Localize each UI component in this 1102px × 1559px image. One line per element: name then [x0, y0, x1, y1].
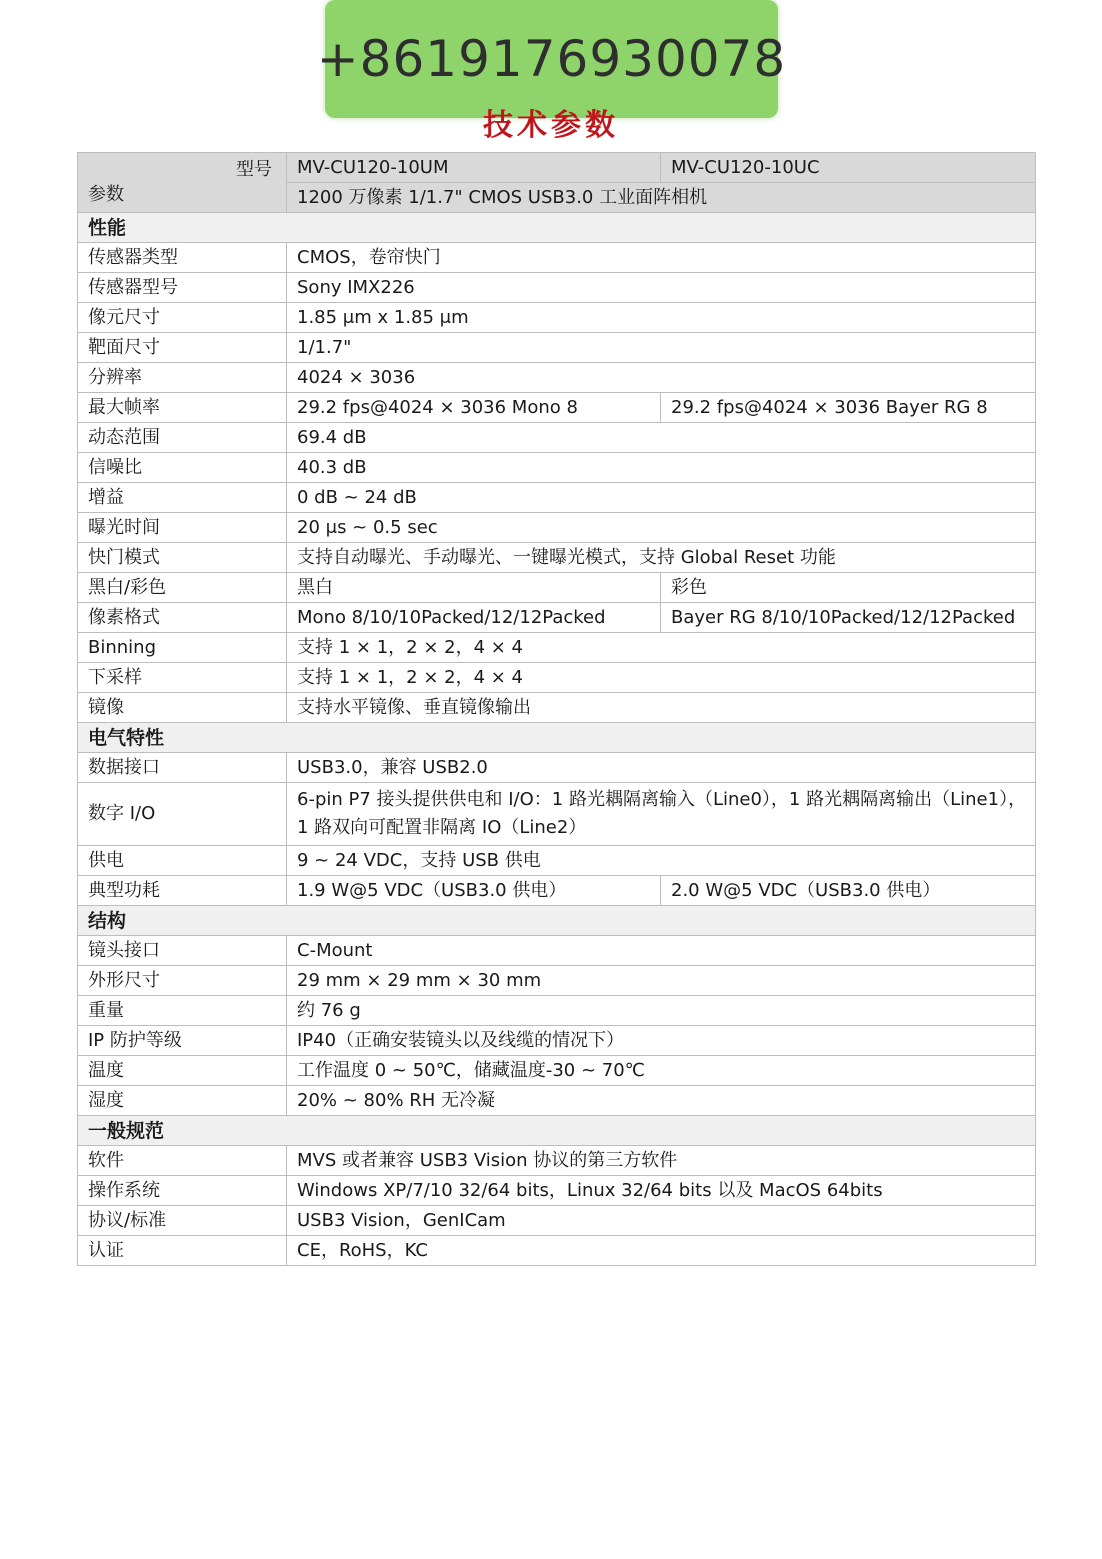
param-name: 动态范围: [78, 423, 287, 453]
phone-number: +8619176930078: [316, 30, 787, 88]
table-row: [78, 996, 1036, 1026]
param-value: 约 76 g: [287, 996, 1036, 1026]
section-row: [78, 723, 1036, 753]
table-row: [78, 693, 1036, 723]
param-value: 20 μs ~ 0.5 sec: [287, 513, 1036, 543]
product-description: 1200 万像素 1/1.7" CMOS USB3.0 工业面阵相机: [287, 183, 1036, 213]
param-name: 黑白/彩色: [78, 573, 287, 603]
param-name: 典型功耗: [78, 876, 287, 906]
param-value-mono: 1.9 W@5 VDC（USB3.0 供电）: [287, 876, 661, 906]
table-row: [78, 363, 1036, 393]
param-value: 29 mm × 29 mm × 30 mm: [287, 966, 1036, 996]
param-name: 镜像: [78, 693, 287, 723]
table-row: [78, 1026, 1036, 1056]
param-name: 湿度: [78, 1086, 287, 1116]
table-row: [78, 1146, 1036, 1176]
param-name: 操作系统: [78, 1176, 287, 1206]
param-name: 供电: [78, 846, 287, 876]
param-name: 靶面尺寸: [78, 333, 287, 363]
param-value: 1.85 μm x 1.85 μm: [287, 303, 1036, 333]
param-value: 4024 × 3036: [287, 363, 1036, 393]
table-row: [78, 753, 1036, 783]
param-value-color: 2.0 W@5 VDC（USB3.0 供电）: [661, 876, 1036, 906]
param-value: 工作温度 0 ~ 50℃，储藏温度-30 ~ 70℃: [287, 1056, 1036, 1086]
table-row: [78, 303, 1036, 333]
table-row: [78, 603, 1036, 633]
table-row: [78, 633, 1036, 663]
param-name: 重量: [78, 996, 287, 1026]
param-value: 69.4 dB: [287, 423, 1036, 453]
model-label: 型号: [236, 159, 272, 180]
param-value: 支持水平镜像、垂直镜像输出: [287, 693, 1036, 723]
document-title: 技术参数: [483, 108, 619, 140]
param-value: 40.3 dB: [287, 453, 1036, 483]
param-name: 传感器型号: [78, 273, 287, 303]
section-heading: 结构: [78, 906, 1036, 936]
param-value: 0 dB ~ 24 dB: [287, 483, 1036, 513]
table-row: [78, 1176, 1036, 1206]
table-row: [78, 453, 1036, 483]
table-row: [78, 966, 1036, 996]
table-row: [78, 333, 1036, 363]
param-name: 下采样: [78, 663, 287, 693]
param-name: Binning: [78, 633, 287, 663]
param-name: 像素格式: [78, 603, 287, 633]
param-value: 支持 1 × 1，2 × 2，4 × 4: [287, 663, 1036, 693]
param-name: 认证: [78, 1236, 287, 1266]
table-row: [78, 1056, 1036, 1086]
param-value: CE，RoHS，KC: [287, 1236, 1036, 1266]
param-value-mono: 29.2 fps@4024 × 3036 Mono 8: [287, 393, 661, 423]
param-name: 数字 I/O: [78, 783, 287, 846]
param-value-color: 彩色: [661, 573, 1036, 603]
diagonal-header-cell: [78, 153, 287, 213]
table-row: [78, 846, 1036, 876]
param-value: 6-pin P7 接头提供供电和 I/O：1 路光耦隔离输入（Line0），1 路光耦隔离输出（Line1），1 路双向可配置非隔离 IO（Line2）: [287, 783, 1036, 846]
param-value-mono: 黑白: [287, 573, 661, 603]
table-row: [78, 423, 1036, 453]
param-value: IP40（正确安装镜头以及线缆的情况下）: [287, 1026, 1036, 1056]
table-row: [78, 273, 1036, 303]
section-heading: 电气特性: [78, 723, 1036, 753]
table-row: [78, 783, 1036, 846]
param-value-mono: Mono 8/10/10Packed/12/12Packed: [287, 603, 661, 633]
param-name: 分辨率: [78, 363, 287, 393]
header-row-models: [78, 153, 1036, 183]
section-heading: 一般规范: [78, 1116, 1036, 1146]
table-row: [78, 876, 1036, 906]
table-row: [78, 483, 1036, 513]
table-row: [78, 1086, 1036, 1116]
param-value: 支持自动曝光、手动曝光、一键曝光模式，支持 Global Reset 功能: [287, 543, 1036, 573]
table-row: [78, 1236, 1036, 1266]
param-name: 协议/标准: [78, 1206, 287, 1236]
table-row: [78, 393, 1036, 423]
param-value: Windows XP/7/10 32/64 bits，Linux 32/64 bits 以及 MacOS 64bits: [287, 1176, 1036, 1206]
param-name: 快门模式: [78, 543, 287, 573]
param-name: 镜头接口: [78, 936, 287, 966]
param-name: 最大帧率: [78, 393, 287, 423]
param-value-color: 29.2 fps@4024 × 3036 Bayer RG 8: [661, 393, 1036, 423]
param-value: USB3 Vision，GenICam: [287, 1206, 1036, 1236]
param-value: 20% ~ 80% RH 无冷凝: [287, 1086, 1036, 1116]
param-name: 温度: [78, 1056, 287, 1086]
table-row: [78, 1206, 1036, 1236]
param-name: 像元尺寸: [78, 303, 287, 333]
table-row: [78, 243, 1036, 273]
param-value: Sony IMX226: [287, 273, 1036, 303]
table-row: [78, 663, 1036, 693]
table-row: [78, 513, 1036, 543]
param-name: 外形尺寸: [78, 966, 287, 996]
param-label: 参数: [88, 184, 124, 205]
param-name: 数据接口: [78, 753, 287, 783]
param-value: 支持 1 × 1，2 × 2，4 × 4: [287, 633, 1036, 663]
table-row: [78, 936, 1036, 966]
param-name: 曝光时间: [78, 513, 287, 543]
section-row: [78, 213, 1036, 243]
param-value: CMOS，卷帘快门: [287, 243, 1036, 273]
param-value: 9 ~ 24 VDC，支持 USB 供电: [287, 846, 1036, 876]
param-value: MVS 或者兼容 USB3 Vision 协议的第三方软件: [287, 1146, 1036, 1176]
spec-table: [77, 152, 1036, 1266]
param-value: C-Mount: [287, 936, 1036, 966]
param-name: 传感器类型: [78, 243, 287, 273]
section-heading: 性能: [78, 213, 1036, 243]
section-row: [78, 906, 1036, 936]
model-color: MV-CU120-10UC: [661, 153, 1036, 183]
param-name: 信噪比: [78, 453, 287, 483]
table-row: [78, 543, 1036, 573]
section-row: [78, 1116, 1036, 1146]
param-name: 增益: [78, 483, 287, 513]
table-row: [78, 573, 1036, 603]
param-name: 软件: [78, 1146, 287, 1176]
param-value-color: Bayer RG 8/10/10Packed/12/12Packed: [661, 603, 1036, 633]
param-name: IP 防护等级: [78, 1026, 287, 1056]
model-mono: MV-CU120-10UM: [287, 153, 661, 183]
param-value: USB3.0，兼容 USB2.0: [287, 753, 1036, 783]
param-value: 1/1.7": [287, 333, 1036, 363]
